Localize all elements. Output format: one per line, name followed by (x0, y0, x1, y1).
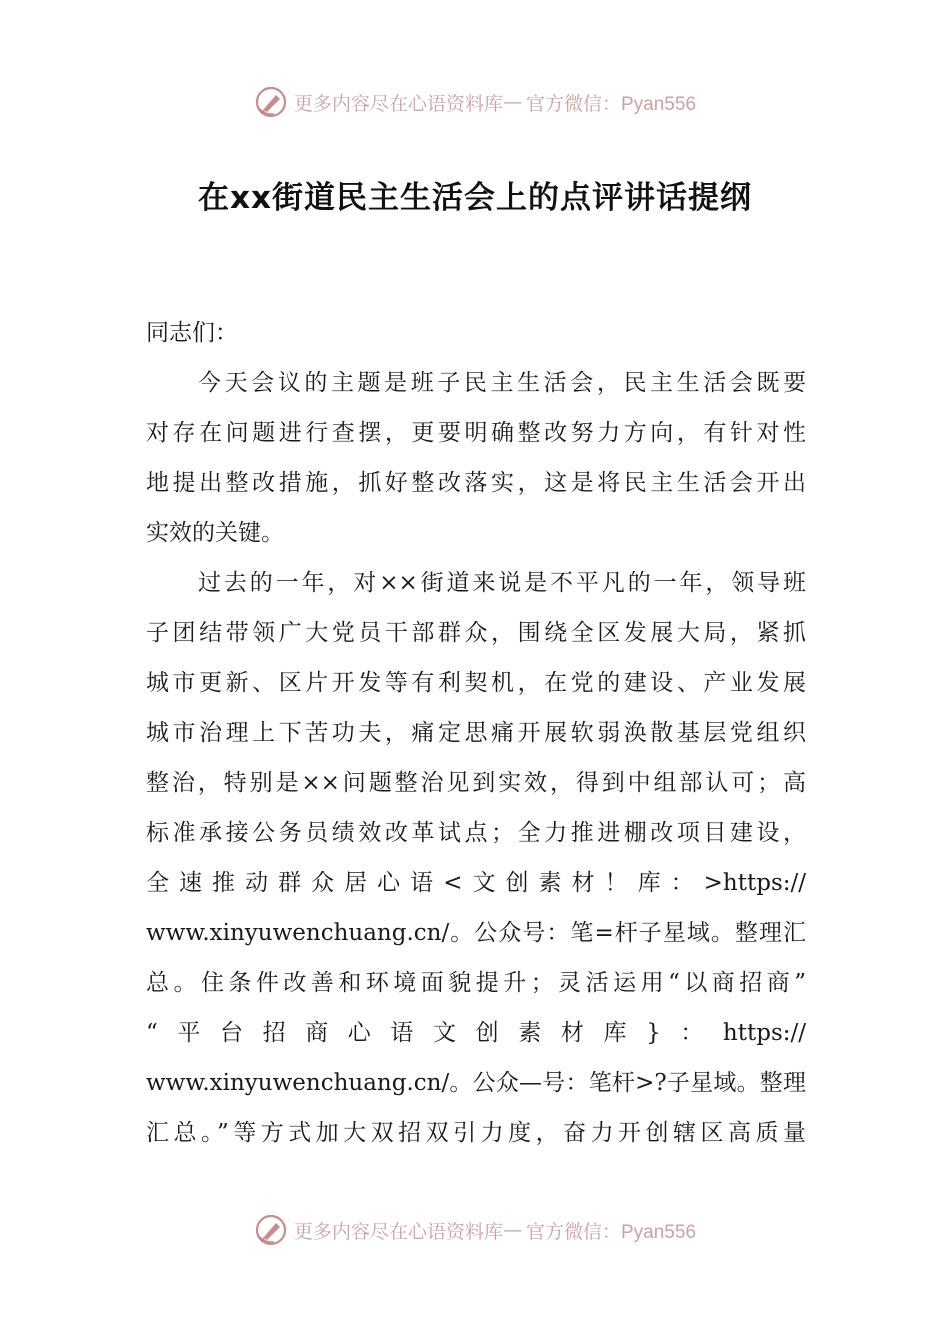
document-title: 在xx街道民主生活会上的点评讲话提纲 (198, 180, 752, 216)
paragraph-line: 过去的一年，对××街道来说是不平凡的一年，领导班 (198, 570, 806, 596)
paragraph-line: 今天会议的主题是班子民主生活会，民主生活会既要 (198, 370, 806, 396)
paragraph-line: 总。住条件改善和环境面貌提升；灵活运用“以商招商” (146, 970, 806, 996)
paragraph-line: 全速推动群众居心语<文创素材！库：>https:// (146, 870, 806, 896)
paragraph-line: 城市治理上下苦功夫，痛定思痛开展软弱涣散基层党组织 (146, 720, 806, 746)
paragraph-line: www.xinyuwenchuang.cn/。公众—号：笔杆>?子星域。整理 (146, 1070, 806, 1096)
header-watermark-banner (0, 82, 950, 122)
banner-text: 更多内容尽在心语资料库 (293, 1220, 503, 1243)
paragraph-line: 实效的关键。 (146, 520, 284, 546)
paragraph-line: www.xinyuwenchuang.cn/。公众号：笔=杆子星域。整理汇 (146, 920, 806, 946)
pen-nib-logo-icon (254, 1213, 288, 1247)
paragraph-line: 汇总。”等方式加大双招双引力度，奋力开创辖区高质量 (146, 1120, 806, 1146)
paragraph-line: 标准承接公务员绩效改革试点；全力推进棚改项目建设， (146, 820, 806, 846)
pen-nib-logo-icon (254, 85, 288, 119)
paragraph-line: 对存在问题进行查摆，更要明确整改努力方向，有针对性 (146, 420, 806, 446)
paragraph-line: 整治，特别是××问题整治见到实效，得到中组部认可；高 (146, 770, 806, 796)
paragraph-line: “平台招商心语文创素材库}：https:// (146, 1020, 806, 1046)
banner-wechat: 官方微信：Pyan556 (526, 1221, 697, 1243)
paragraph-line: 子团结带领广大党员干部群众，围绕全区发展大局，紧抓 (146, 620, 806, 646)
salutation: 同志们： (146, 320, 238, 346)
banner-wechat: 官方微信：Pyan556 (526, 93, 697, 115)
paragraph-line: 城市更新、区片开发等有利契机，在党的建设、产业发展 (146, 670, 806, 696)
footer-watermark-banner (0, 1210, 950, 1250)
paragraph-line: 地提出整改措施，抓好整改落实，这是将民主生活会开出 (146, 470, 806, 496)
banner-dash: — (503, 91, 522, 113)
banner-dash: — (503, 1219, 522, 1241)
banner-text: 更多内容尽在心语资料库 (293, 92, 503, 115)
